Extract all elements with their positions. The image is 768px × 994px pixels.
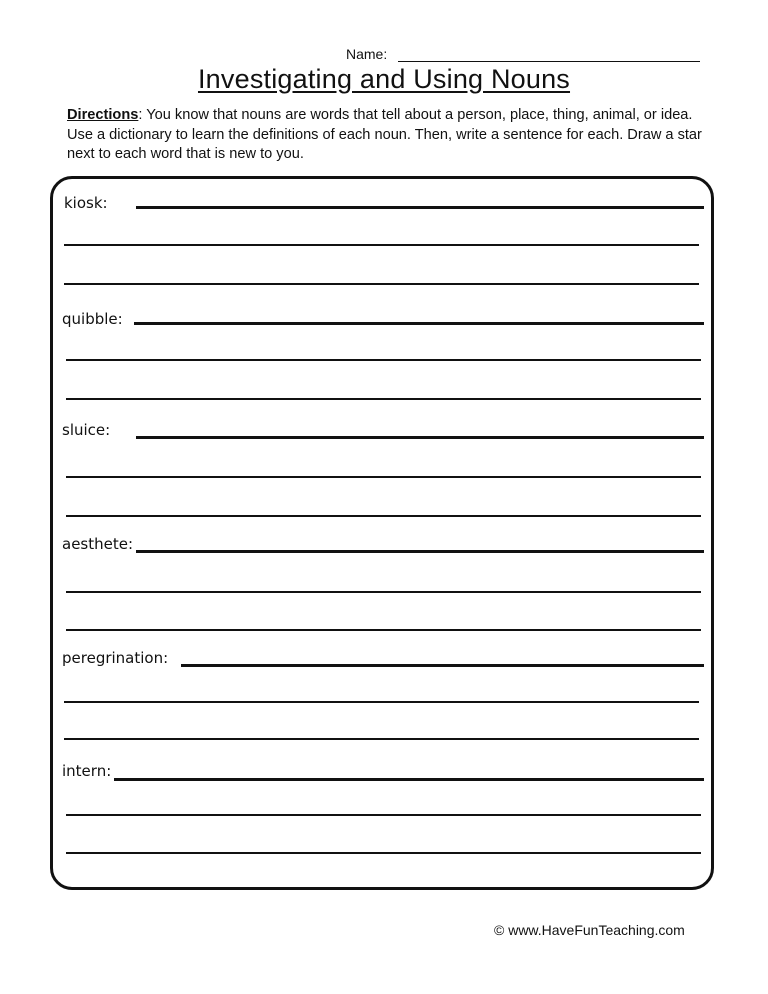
sentence-line[interactable]	[66, 814, 701, 816]
word-label-quibble: quibble:	[62, 310, 123, 328]
directions-label: Directions	[67, 107, 139, 123]
sentence-line[interactable]	[66, 515, 701, 517]
word-label-kiosk: kiosk:	[64, 194, 108, 212]
sentence-line[interactable]	[64, 701, 699, 703]
sentence-line[interactable]	[64, 738, 699, 740]
worksheet-title: Investigating and Using Nouns	[197, 64, 571, 94]
word-label-sluice: sluice:	[62, 421, 111, 439]
definition-line-kiosk[interactable]	[136, 206, 704, 209]
word-label-peregrination: peregrination:	[62, 649, 169, 667]
sentence-line[interactable]	[66, 398, 701, 400]
name-line[interactable]	[398, 61, 700, 62]
directions-text: : You know that nouns are words that tell about a person, place, thing, animal, or idea. Use a dictionary to learn the definitions of each noun. Then, write a sentence for each. Draw a star next to each word that is new to you.	[67, 107, 702, 162]
definition-line-quibble[interactable]	[134, 322, 704, 325]
sentence-line[interactable]	[66, 359, 701, 361]
definition-line-intern[interactable]	[114, 778, 704, 781]
definition-line-aesthete[interactable]	[136, 550, 704, 553]
name-field[interactable]	[346, 46, 706, 66]
name-label: Name:	[346, 46, 388, 62]
word-label-intern: intern:	[62, 762, 112, 780]
directions	[67, 106, 717, 165]
sentence-line[interactable]	[66, 852, 701, 854]
sentence-line[interactable]	[64, 244, 699, 246]
sentence-line[interactable]	[64, 283, 699, 285]
word-label-aesthete: aesthete:	[62, 535, 134, 553]
sentence-line[interactable]	[66, 591, 701, 593]
sentence-line[interactable]	[66, 476, 701, 478]
copyright-footer: © www.HaveFunTeaching.com	[494, 922, 685, 938]
sentence-line[interactable]	[66, 629, 701, 631]
definition-line-peregrination[interactable]	[181, 664, 704, 667]
definition-line-sluice[interactable]	[136, 436, 704, 439]
